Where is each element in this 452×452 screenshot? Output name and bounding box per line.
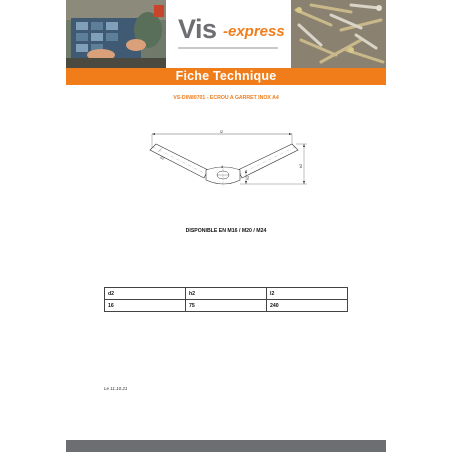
header-banner bbox=[66, 0, 386, 68]
specs-table bbox=[104, 287, 348, 312]
logo-accent-text: -express bbox=[223, 23, 285, 40]
availability-text: DISPONIBLE EN M16 / M20 / M24 bbox=[185, 228, 267, 234]
title-bar bbox=[66, 68, 386, 85]
footer-bar bbox=[66, 440, 386, 452]
table-header-cell: l2 bbox=[267, 288, 348, 300]
table-cell: 240 bbox=[267, 300, 348, 312]
workshop-photo bbox=[66, 0, 166, 68]
table-header-cell: h2 bbox=[186, 288, 267, 300]
table-row bbox=[105, 300, 348, 312]
datasheet-page bbox=[66, 0, 386, 452]
dim-label-l2: l2 bbox=[220, 129, 224, 134]
screws-photo bbox=[291, 0, 386, 68]
product-reference-title: VS-DIN80701 - ECROU A GARRET INOX A4 bbox=[173, 95, 279, 101]
logo-underline bbox=[178, 47, 278, 49]
table-header-row bbox=[105, 288, 348, 300]
technical-drawing bbox=[146, 128, 311, 198]
dim-label-d2: d2 bbox=[159, 155, 165, 161]
logo-text: Vis bbox=[178, 14, 217, 44]
table-cell: 75 bbox=[186, 300, 267, 312]
table-cell: 16 bbox=[105, 300, 186, 312]
document-date: Le 11.10.21 bbox=[104, 386, 128, 391]
dim-label-h1: h1 bbox=[246, 176, 250, 180]
dim-label-d: d bbox=[221, 164, 224, 169]
dim-label-h2: h2 bbox=[299, 163, 303, 168]
page-title: Fiche Technique bbox=[175, 69, 277, 83]
vis-express-logo bbox=[178, 14, 288, 54]
table-header-cell: d2 bbox=[105, 288, 186, 300]
